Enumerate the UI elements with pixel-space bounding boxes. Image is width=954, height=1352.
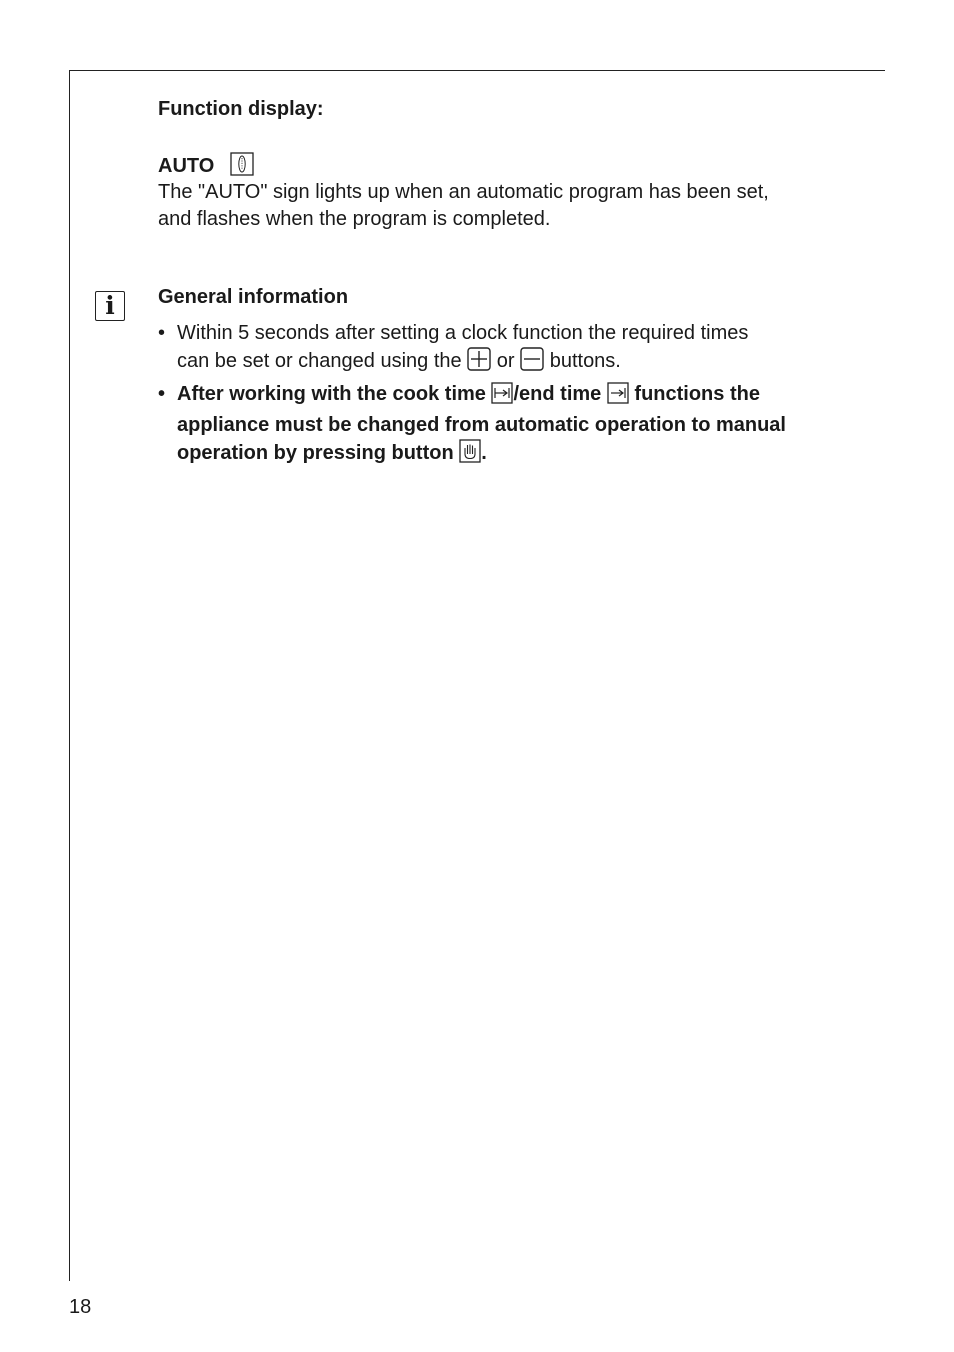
bullet-1-line-1: Within 5 seconds after setting a clock function the required times	[177, 322, 749, 344]
left-margin-rule	[69, 70, 70, 1281]
bullet-2-line-2: appliance must be changed from automatic operation to manual	[177, 414, 786, 436]
minus-button-icon	[520, 347, 544, 379]
function-display-heading: Function display:	[158, 98, 324, 120]
bullet-item-1	[158, 320, 858, 380]
auto-description-line-1: The "AUTO" sign lights up when an automatic program has been set,	[158, 181, 769, 203]
plus-button-icon	[467, 347, 491, 379]
top-rule	[69, 70, 885, 71]
auto-description-line-2: and flashes when the program is completed.	[158, 208, 551, 230]
end-time-icon	[607, 382, 629, 412]
cook-time-icon	[491, 382, 513, 412]
page-number: 18	[69, 1296, 92, 1318]
manual-hand-icon	[459, 439, 481, 471]
bullet-item-2	[158, 381, 878, 465]
bullet-glyph: •	[158, 383, 166, 405]
general-information-heading: General information	[158, 286, 349, 308]
info-icon: i	[95, 291, 125, 321]
bullet-2-line-1: After working with the cook time /end time functions the	[177, 381, 786, 412]
bullet-2-line-3: operation by pressing button .	[177, 439, 786, 471]
bullet-glyph: •	[158, 322, 166, 344]
bullet-1-line-2: can be set or changed using the or buttons.	[177, 347, 748, 379]
auto-label: AUTO	[158, 155, 215, 177]
